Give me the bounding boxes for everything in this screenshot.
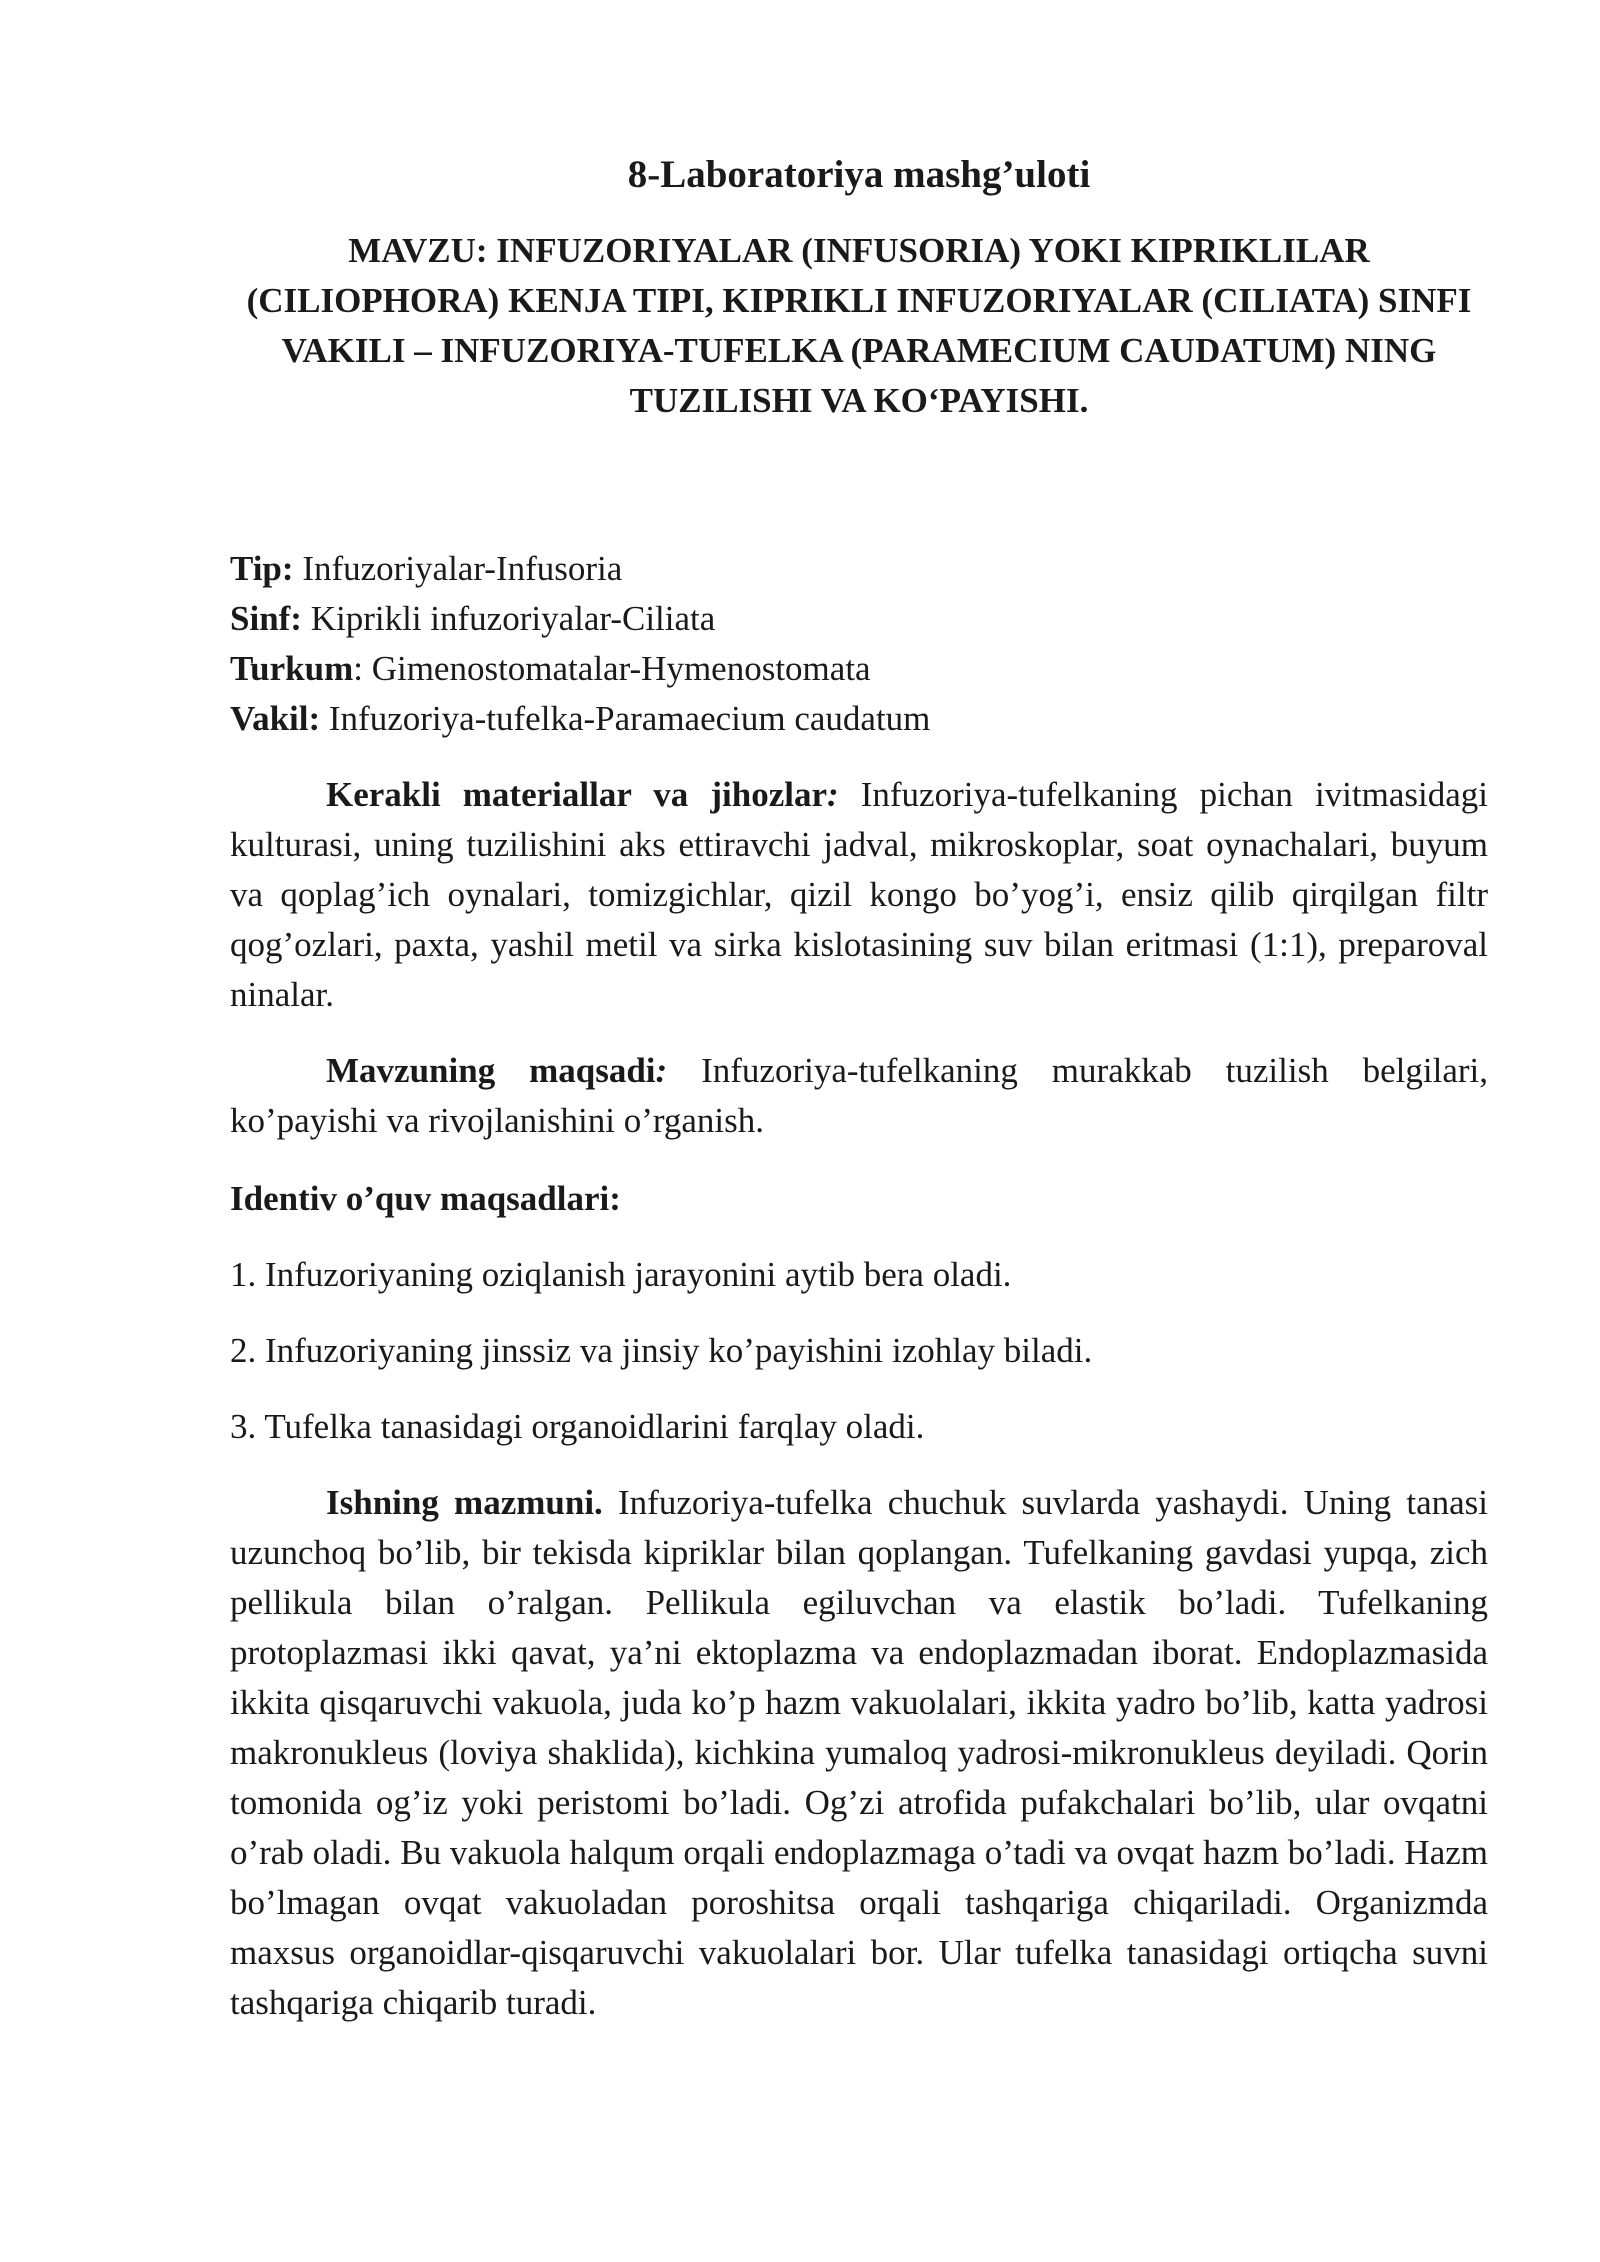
document-page <box>230 150 1488 2028</box>
goal-label: Mavzuning maqsadi <box>326 1051 656 1090</box>
materials-label: Kerakli materiallar va jihozlar <box>326 775 827 814</box>
taxonomy-vakil <box>230 694 1488 744</box>
materials-text: Infuzoriya-tufelkaning pichan ivitmasidagi kulturasi, uning tuzilishini aks ettiravchi jadval, mikroskoplar, soat oynachalari, buyum va qoplag’ich oynalari, tomizgichlar, qizil kongo bo’yog’i, ensiz qilib qirqilgan filtr qog’ozlari, paxta, yashil metil va sirka kislotasining suv bilan eritmasi (1:1), preparoval ninalar. <box>230 775 1488 1014</box>
page-title: 8-Laboratoriya mashg’uloti <box>627 153 1091 196</box>
taxonomy-label: Turkum <box>230 649 354 688</box>
taxonomy-turkum <box>230 644 1488 694</box>
taxonomy-tip <box>230 544 1488 594</box>
identiv-heading: Identiv o’quv maqsadlari: <box>230 1179 621 1218</box>
taxonomy-label: Tip: <box>230 549 294 588</box>
materials-paragraph <box>230 770 1488 1020</box>
topic-heading: MAVZU: INFUZORIYALAR (INFUSORIA) YOKI KIPRIKLILAR (CILIOPHORA) KENJA TIPI, KIPRIKLI INFUZORIYALAR (CILIATA) SINFI VAKILI – INFUZORIYA-TUFELKA (PARAMECIUM CAUDATUM) NING TUZILISHI VA KO‘PAYISHI. <box>246 231 1472 420</box>
taxonomy-value: Infuzoriyalar-Infusoria <box>293 549 623 588</box>
goal-text: Infuzoriya-tufelkaning murakkab tuzilish belgilari, ko’payishi va rivojlanishini o’rganish. <box>230 1051 1488 1140</box>
goal-colon: : <box>655 1051 668 1090</box>
list-item: 1. Infuzoriyaning oziqlanish jarayonini aytib bera oladi. <box>230 1255 1012 1294</box>
list-item: 3. Tufelka tanasidagi organoidlarini farqlay oladi. <box>230 1407 925 1446</box>
taxonomy-block <box>230 544 1488 744</box>
taxonomy-label: Vakil: <box>230 699 321 738</box>
content-label: Ishning mazmuni. <box>326 1483 603 1522</box>
goal-paragraph <box>230 1046 1488 1146</box>
taxonomy-sinf <box>230 594 1488 644</box>
content-text: Infuzoriya-tufelka chuchuk suvlarda yashaydi. Uning tanasi uzunchoq bo’lib, bir tekisda kipriklar bilan qoplangan. Tufelkaning gavdasi yupqa, zich pellikula bilan o’ralgan. Pellikula egiluvchan va elastik bo’ladi. Tufelkaning protoplazmasi ikki qavat, ya’ni ektoplazma va endoplazmadan iborat. Endoplazmasida ikkita qisqaruvchi vakuola, juda ko’p hazm vakuolalari, ikkita yadro bo’lib, katta yadrosi makronukleus (loviya shaklida), kichkina yumaloq yadrosi-mikronukleus deyiladi. Qorin tomonida og’iz yoki peristomi bo’ladi. Og’zi atrofida pufakchalari bo’lib, ular ovqatni o’rab oladi. Bu vakuola halqum orqali endoplazmaga o’tadi va ovqat hazm bo’ladi. Hazm bo’lmagan ovqat vakuoladan poroshitsa orqali tashqariga chiqariladi. Organizmda maxsus organoidlar-qisqaruvchi vakuolalari bor. Ular tufelka tanasidagi ortiqcha suvni tashqariga chiqarib turadi. <box>230 1483 1488 2022</box>
taxonomy-value: : Gimenostomatalar-Hymenostomata <box>353 649 871 688</box>
content-paragraph <box>230 1478 1488 2028</box>
taxonomy-value: Infuzoriya-tufelka-Paramaecium caudatum <box>320 699 931 738</box>
list-item: 2. Infuzoriyaning jinssiz va jinsiy ko’payishini izohlay biladi. <box>230 1331 1093 1370</box>
taxonomy-label: Sinf: <box>230 599 302 638</box>
taxonomy-value: Kiprikli infuzoriyalar-Ciliata <box>301 599 716 638</box>
materials-colon: : <box>827 775 839 814</box>
